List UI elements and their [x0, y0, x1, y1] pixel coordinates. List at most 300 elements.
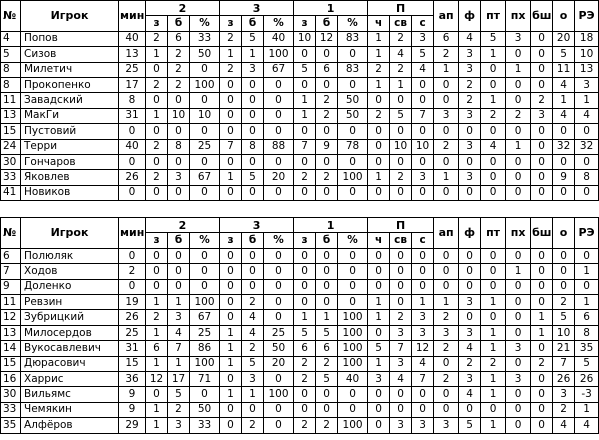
- col-header-player: Игрок: [21, 218, 119, 249]
- table-row: [1, 108, 599, 123]
- cell-reb-total: 0: [368, 124, 390, 139]
- cell-reb-def: 1: [390, 77, 412, 92]
- cell-ft-attempts: 9: [316, 139, 338, 154]
- cell-reb-def: 0: [390, 279, 412, 294]
- cell-ft-pct: 83: [338, 62, 368, 77]
- cell-reb-def: 3: [390, 356, 412, 371]
- cell-ft-made: 7: [294, 139, 316, 154]
- cell-2pt-pct: 0: [190, 154, 220, 169]
- cell-ft-attempts: 0: [316, 264, 338, 279]
- cell-ft-pct: 40: [338, 371, 368, 386]
- cell-reb-total: 1: [368, 31, 390, 46]
- cell-fouls: 0: [459, 154, 481, 169]
- cell-2pt-made: 2: [146, 31, 168, 46]
- cell-fouls: 0: [459, 310, 481, 325]
- cell-ft-pct: 0: [338, 387, 368, 402]
- cell-efficiency: 1: [575, 402, 599, 417]
- cell-blocks: 0: [531, 341, 553, 356]
- col-header-ap: ап: [434, 218, 459, 249]
- cell-points: 10: [553, 325, 575, 340]
- col-header-3pt: 3: [220, 218, 294, 233]
- cell-2pt-made: 0: [146, 154, 168, 169]
- cell-3pt-made: 0: [220, 295, 242, 310]
- cell-3pt-pct: 0: [264, 279, 294, 294]
- cell-fouls: 2: [459, 93, 481, 108]
- cell-reb-off: 10: [412, 139, 434, 154]
- cell-fouls: 4: [459, 341, 481, 356]
- cell-reb-def: 3: [390, 418, 412, 433]
- cell-assists: 0: [434, 185, 459, 200]
- cell-points: 32: [553, 139, 575, 154]
- cell-reb-off: 5: [412, 47, 434, 62]
- cell-reb-off: 3: [412, 325, 434, 340]
- cell-ft-pct: 50: [338, 93, 368, 108]
- cell-3pt-pct: 0: [264, 154, 294, 169]
- cell-player-name: Харрис: [21, 371, 119, 386]
- cell-3pt-pct: 0: [264, 248, 294, 263]
- cell-points: 1: [553, 93, 575, 108]
- cell-2pt-made: 0: [146, 279, 168, 294]
- cell-2pt-made: 1: [146, 402, 168, 417]
- cell-minutes: 26: [119, 170, 146, 185]
- sub-header-pct: %: [190, 233, 220, 248]
- cell-num: 13: [1, 325, 21, 340]
- cell-2pt-pct: 25: [190, 139, 220, 154]
- cell-turnovers: 0: [506, 93, 531, 108]
- cell-points: 0: [553, 185, 575, 200]
- cell-ft-pct: 83: [338, 31, 368, 46]
- table-row: [1, 185, 599, 200]
- cell-steals: 1: [481, 93, 506, 108]
- cell-ft-attempts: 6: [316, 341, 338, 356]
- cell-2pt-made: 0: [146, 264, 168, 279]
- cell-reb-def: 0: [390, 124, 412, 139]
- cell-reb-total: 2: [368, 108, 390, 123]
- cell-3pt-attempts: 0: [242, 402, 264, 417]
- cell-player-name: Гончаров: [21, 154, 119, 169]
- cell-reb-off: 0: [412, 248, 434, 263]
- cell-3pt-pct: 0: [264, 185, 294, 200]
- cell-points: 21: [553, 341, 575, 356]
- cell-turnovers: 0: [506, 154, 531, 169]
- cell-reb-def: 4: [390, 47, 412, 62]
- cell-2pt-pct: 67: [190, 310, 220, 325]
- cell-2pt-attempts: 1: [168, 295, 190, 310]
- cell-3pt-pct: 0: [264, 264, 294, 279]
- cell-2pt-made: 1: [146, 108, 168, 123]
- cell-3pt-attempts: 2: [242, 341, 264, 356]
- cell-reb-total: 1: [368, 295, 390, 310]
- cell-blocks: 1: [531, 325, 553, 340]
- col-header-2pt: 2: [146, 1, 220, 16]
- cell-3pt-made: 2: [220, 62, 242, 77]
- cell-3pt-attempts: 1: [242, 47, 264, 62]
- table-header-row: [1, 218, 599, 233]
- cell-3pt-pct: 0: [264, 77, 294, 92]
- cell-2pt-attempts: 0: [168, 154, 190, 169]
- table-row: [1, 325, 599, 340]
- cell-3pt-pct: 100: [264, 47, 294, 62]
- cell-reb-def: 0: [390, 402, 412, 417]
- cell-3pt-made: 0: [220, 248, 242, 263]
- cell-ft-attempts: 0: [316, 154, 338, 169]
- table-row: [1, 279, 599, 294]
- col-header-o: о: [553, 1, 575, 32]
- cell-steals: 2: [481, 356, 506, 371]
- cell-2pt-made: 0: [146, 387, 168, 402]
- cell-ft-attempts: 2: [316, 418, 338, 433]
- cell-blocks: 0: [531, 402, 553, 417]
- cell-3pt-attempts: 0: [242, 108, 264, 123]
- cell-ft-made: 2: [294, 356, 316, 371]
- cell-turnovers: 1: [506, 62, 531, 77]
- cell-2pt-made: 0: [146, 93, 168, 108]
- cell-2pt-made: 2: [146, 77, 168, 92]
- cell-2pt-pct: 100: [190, 77, 220, 92]
- cell-num: 33: [1, 170, 21, 185]
- cell-blocks: 2: [531, 93, 553, 108]
- cell-efficiency: 13: [575, 62, 599, 77]
- cell-reb-off: 0: [412, 93, 434, 108]
- cell-2pt-made: 0: [146, 62, 168, 77]
- cell-ft-made: 0: [294, 295, 316, 310]
- cell-3pt-attempts: 5: [242, 170, 264, 185]
- cell-ft-made: 1: [294, 108, 316, 123]
- cell-minutes: 9: [119, 402, 146, 417]
- cell-steals: 0: [481, 170, 506, 185]
- cell-blocks: 3: [531, 108, 553, 123]
- cell-2pt-made: 1: [146, 418, 168, 433]
- table-row: [1, 341, 599, 356]
- table-row: [1, 356, 599, 371]
- cell-ft-attempts: 2: [316, 170, 338, 185]
- cell-ft-pct: 0: [338, 264, 368, 279]
- cell-ft-attempts: 0: [316, 295, 338, 310]
- sub-header-made: з: [146, 233, 168, 248]
- cell-blocks: 0: [531, 185, 553, 200]
- cell-blocks: 0: [531, 62, 553, 77]
- cell-efficiency: 10: [575, 47, 599, 62]
- cell-minutes: 0: [119, 124, 146, 139]
- cell-turnovers: 3: [506, 371, 531, 386]
- cell-steals: 0: [481, 279, 506, 294]
- cell-reb-off: 0: [412, 124, 434, 139]
- cell-assists: 0: [434, 387, 459, 402]
- cell-num: 6: [1, 248, 21, 263]
- cell-2pt-made: 0: [146, 124, 168, 139]
- cell-reb-total: 0: [368, 279, 390, 294]
- cell-2pt-attempts: 0: [168, 124, 190, 139]
- cell-player-name: Вильямс: [21, 387, 119, 402]
- col-header-pt: пт: [481, 218, 506, 249]
- cell-2pt-attempts: 3: [168, 170, 190, 185]
- col-header-ft: 1: [294, 218, 368, 233]
- cell-3pt-pct: 0: [264, 108, 294, 123]
- cell-turnovers: 0: [506, 402, 531, 417]
- cell-assists: 2: [434, 341, 459, 356]
- cell-reb-total: 0: [368, 387, 390, 402]
- cell-steals: 0: [481, 264, 506, 279]
- cell-2pt-attempts: 3: [168, 418, 190, 433]
- cell-2pt-made: 2: [146, 310, 168, 325]
- cell-2pt-pct: 67: [190, 170, 220, 185]
- cell-ft-pct: 100: [338, 356, 368, 371]
- cell-efficiency: 6: [575, 310, 599, 325]
- cell-points: 4: [553, 418, 575, 433]
- cell-ft-attempts: 0: [316, 77, 338, 92]
- cell-efficiency: 3: [575, 77, 599, 92]
- cell-blocks: 0: [531, 418, 553, 433]
- table-row: [1, 62, 599, 77]
- cell-assists: 1: [434, 62, 459, 77]
- cell-assists: 3: [434, 108, 459, 123]
- cell-2pt-pct: 0: [190, 93, 220, 108]
- cell-reb-off: 3: [412, 418, 434, 433]
- cell-num: 30: [1, 387, 21, 402]
- cell-reb-off: 0: [412, 185, 434, 200]
- col-header-f: ф: [459, 1, 481, 32]
- cell-2pt-pct: 0: [190, 387, 220, 402]
- cell-fouls: 3: [459, 62, 481, 77]
- cell-3pt-attempts: 0: [242, 93, 264, 108]
- cell-points: 3: [553, 387, 575, 402]
- cell-2pt-attempts: 0: [168, 279, 190, 294]
- cell-ft-made: 5: [294, 325, 316, 340]
- sub-header-ch: ч: [368, 233, 390, 248]
- cell-steals: 1: [481, 325, 506, 340]
- cell-3pt-made: 0: [220, 264, 242, 279]
- cell-ft-pct: 0: [338, 77, 368, 92]
- cell-2pt-attempts: 0: [168, 264, 190, 279]
- cell-blocks: 0: [531, 31, 553, 46]
- cell-player-name: Терри: [21, 139, 119, 154]
- cell-3pt-attempts: 0: [242, 264, 264, 279]
- cell-ft-made: 0: [294, 154, 316, 169]
- col-header-re: РЭ: [575, 1, 599, 32]
- cell-2pt-attempts: 2: [168, 402, 190, 417]
- cell-player-name: Пустовий: [21, 124, 119, 139]
- cell-ft-attempts: 0: [316, 47, 338, 62]
- sub-header-attempts: б: [242, 233, 264, 248]
- cell-fouls: 3: [459, 139, 481, 154]
- cell-3pt-attempts: 3: [242, 371, 264, 386]
- cell-efficiency: 0: [575, 279, 599, 294]
- cell-reb-off: 12: [412, 341, 434, 356]
- cell-reb-total: 3: [368, 371, 390, 386]
- cell-reb-total: 2: [368, 62, 390, 77]
- cell-reb-def: 2: [390, 62, 412, 77]
- cell-fouls: 3: [459, 170, 481, 185]
- cell-reb-off: 3: [412, 310, 434, 325]
- cell-player-name: Прокопенко: [21, 77, 119, 92]
- cell-reb-total: 0: [368, 402, 390, 417]
- cell-ft-attempts: 2: [316, 356, 338, 371]
- cell-minutes: 0: [119, 154, 146, 169]
- cell-3pt-pct: 25: [264, 325, 294, 340]
- cell-assists: 1: [434, 295, 459, 310]
- cell-2pt-pct: 10: [190, 108, 220, 123]
- cell-2pt-attempts: 8: [168, 139, 190, 154]
- cell-3pt-attempts: 0: [242, 279, 264, 294]
- col-header-ap: ап: [434, 1, 459, 32]
- col-header-ph: пх: [506, 218, 531, 249]
- cell-assists: 0: [434, 93, 459, 108]
- team-b-stats-table: [0, 217, 599, 433]
- cell-3pt-made: 0: [220, 77, 242, 92]
- cell-player-name: МакГи: [21, 108, 119, 123]
- cell-points: 4: [553, 77, 575, 92]
- cell-3pt-pct: 0: [264, 295, 294, 310]
- cell-minutes: 40: [119, 31, 146, 46]
- cell-3pt-pct: 20: [264, 356, 294, 371]
- cell-2pt-attempts: 0: [168, 185, 190, 200]
- cell-reb-def: 2: [390, 31, 412, 46]
- cell-blocks: 0: [531, 170, 553, 185]
- cell-2pt-pct: 0: [190, 185, 220, 200]
- cell-3pt-attempts: 0: [242, 154, 264, 169]
- cell-3pt-pct: 0: [264, 402, 294, 417]
- cell-points: 2: [553, 295, 575, 310]
- cell-minutes: 15: [119, 356, 146, 371]
- cell-3pt-attempts: 0: [242, 124, 264, 139]
- cell-turnovers: 2: [506, 108, 531, 123]
- table-row: [1, 418, 599, 433]
- sub-header-made: з: [220, 16, 242, 31]
- cell-turnovers: 0: [506, 185, 531, 200]
- sub-header-made: з: [294, 233, 316, 248]
- cell-efficiency: 1: [575, 295, 599, 310]
- table-row: [1, 371, 599, 386]
- cell-ft-made: 2: [294, 418, 316, 433]
- cell-turnovers: 0: [506, 295, 531, 310]
- cell-turnovers: 1: [506, 264, 531, 279]
- cell-num: 8: [1, 62, 21, 77]
- cell-steals: 1: [481, 387, 506, 402]
- cell-3pt-made: 0: [220, 279, 242, 294]
- cell-2pt-pct: 0: [190, 264, 220, 279]
- cell-turnovers: 0: [506, 310, 531, 325]
- cell-3pt-attempts: 8: [242, 139, 264, 154]
- sub-header-ch: ч: [368, 16, 390, 31]
- sub-header-pct: %: [338, 16, 368, 31]
- cell-ft-made: 0: [294, 77, 316, 92]
- cell-reb-off: 0: [412, 402, 434, 417]
- sub-header-attempts: б: [316, 233, 338, 248]
- cell-steals: 0: [481, 185, 506, 200]
- cell-2pt-pct: 33: [190, 418, 220, 433]
- cell-ft-pct: 50: [338, 108, 368, 123]
- cell-num: 14: [1, 341, 21, 356]
- cell-minutes: 0: [119, 248, 146, 263]
- cell-reb-off: 7: [412, 108, 434, 123]
- cell-points: 20: [553, 31, 575, 46]
- cell-blocks: 0: [531, 279, 553, 294]
- cell-reb-total: 5: [368, 341, 390, 356]
- cell-efficiency: 1: [575, 93, 599, 108]
- cell-efficiency: 35: [575, 341, 599, 356]
- cell-ft-attempts: 5: [316, 371, 338, 386]
- cell-reb-def: 4: [390, 371, 412, 386]
- col-header-bsh: бш: [531, 218, 553, 249]
- cell-reb-off: 1: [412, 295, 434, 310]
- cell-2pt-pct: 25: [190, 325, 220, 340]
- cell-player-name: Яковлев: [21, 170, 119, 185]
- cell-reb-off: 7: [412, 371, 434, 386]
- cell-reb-total: 0: [368, 325, 390, 340]
- cell-3pt-attempts: 2: [242, 418, 264, 433]
- cell-fouls: 3: [459, 371, 481, 386]
- cell-2pt-pct: 0: [190, 279, 220, 294]
- cell-blocks: 2: [531, 356, 553, 371]
- col-header-rebounds: П: [368, 1, 434, 16]
- cell-reb-def: 5: [390, 108, 412, 123]
- cell-3pt-attempts: 5: [242, 31, 264, 46]
- sub-header-attempts: б: [316, 16, 338, 31]
- cell-minutes: 31: [119, 108, 146, 123]
- cell-fouls: 0: [459, 279, 481, 294]
- cell-ft-pct: 78: [338, 139, 368, 154]
- cell-3pt-attempts: 1: [242, 387, 264, 402]
- col-header-rebounds: П: [368, 218, 434, 233]
- cell-reb-off: 0: [412, 154, 434, 169]
- cell-3pt-attempts: 4: [242, 310, 264, 325]
- cell-ft-pct: 100: [338, 418, 368, 433]
- cell-ft-pct: 0: [338, 47, 368, 62]
- col-header-pt: пт: [481, 1, 506, 32]
- cell-3pt-pct: 88: [264, 139, 294, 154]
- cell-2pt-pct: 33: [190, 31, 220, 46]
- cell-steals: 0: [481, 154, 506, 169]
- table-row: [1, 295, 599, 310]
- table-row: [1, 124, 599, 139]
- cell-ft-made: 0: [294, 124, 316, 139]
- cell-reb-def: 2: [390, 310, 412, 325]
- cell-points: 2: [553, 402, 575, 417]
- cell-num: 15: [1, 356, 21, 371]
- cell-player-name: Милетич: [21, 62, 119, 77]
- cell-fouls: 2: [459, 77, 481, 92]
- sub-header-attempts: б: [168, 16, 190, 31]
- cell-points: 7: [553, 356, 575, 371]
- cell-efficiency: 0: [575, 185, 599, 200]
- cell-steals: 1: [481, 341, 506, 356]
- cell-reb-def: 0: [390, 154, 412, 169]
- cell-ft-attempts: 0: [316, 402, 338, 417]
- col-header-min: мин: [119, 1, 146, 32]
- cell-turnovers: 0: [506, 418, 531, 433]
- cell-3pt-made: 0: [220, 93, 242, 108]
- cell-num: 15: [1, 124, 21, 139]
- cell-points: 11: [553, 62, 575, 77]
- cell-num: 35: [1, 418, 21, 433]
- cell-player-name: Ревзин: [21, 295, 119, 310]
- cell-fouls: 2: [459, 356, 481, 371]
- cell-points: 5: [553, 47, 575, 62]
- cell-num: 4: [1, 31, 21, 46]
- cell-ft-pct: 0: [338, 279, 368, 294]
- cell-2pt-pct: 71: [190, 371, 220, 386]
- cell-2pt-made: 1: [146, 295, 168, 310]
- cell-ft-made: 1: [294, 310, 316, 325]
- cell-2pt-pct: 0: [190, 62, 220, 77]
- cell-reb-total: 1: [368, 77, 390, 92]
- cell-ft-made: 5: [294, 62, 316, 77]
- cell-2pt-attempts: 2: [168, 62, 190, 77]
- cell-num: 30: [1, 154, 21, 169]
- cell-fouls: 0: [459, 185, 481, 200]
- cell-num: 16: [1, 371, 21, 386]
- cell-ft-made: 0: [294, 402, 316, 417]
